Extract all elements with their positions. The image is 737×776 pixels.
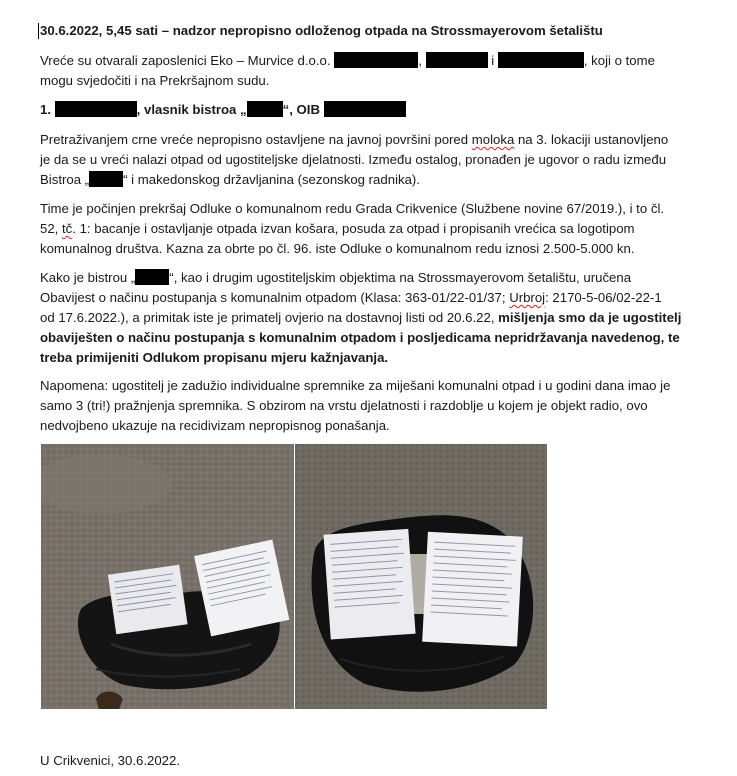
para2-line-2 — [40, 219, 635, 239]
para3-text: Kako je bistrou „ — [40, 270, 136, 285]
spellcheck-word: moloka — [471, 132, 515, 147]
intro-text-end: , koji o tome — [583, 53, 655, 68]
text-cursor — [38, 23, 39, 39]
redacted-name — [55, 101, 137, 117]
para2-line-1: Time je počinjen prekršaj Odluke o komunalnom redu Grada Crikvenice (Službene novine 67/2019.), i to čl. — [40, 201, 665, 216]
para2-text: . 1: bacanje i ostavljanje otpada izvan košara, posuda za otpad i propisanih vrećica sa logotipom — [72, 221, 635, 236]
para1-line-2: je da se u vreći nalazi otpad od ugostiteljske djelatnosti. Između ostalog, pronađen je ugovor o radu između — [40, 152, 667, 167]
item-owner-text: , vlasnik bistroa „ — [136, 102, 247, 117]
redacted-name — [334, 52, 418, 68]
intro-line-1 — [40, 51, 655, 71]
evidence-photo-2 — [295, 444, 547, 709]
redacted-bistro-name — [135, 269, 169, 285]
para1-line-3 — [40, 170, 420, 190]
para3-text: od 17.6.2022.), a primitak iste je primatelj ovjerio na dostavnoj listi od 20.6.22, — [40, 310, 499, 325]
intro-line-2: mogu svjedočiti i na Prekršajnom sudu. — [40, 73, 270, 88]
redacted-bistro-name — [247, 101, 283, 117]
para3-line-4: obaviješten o načinu postupanja s komunalnim otpadom i posljedicama nepridržavanja navedenog, te — [40, 330, 680, 345]
para3-text: : 2170-5-06/02-22-1 — [545, 290, 662, 305]
para3-text: Obavijest o načinu postupanja s komunalnim otpadom (Klasa: 363-01/22-01/37; — [40, 290, 510, 305]
para1-line-1 — [40, 130, 668, 150]
intro-and: i — [491, 53, 495, 68]
note-line-3: nedvojbeno ukazuje na recidivizam nepropisnog ponašanja. — [40, 418, 390, 433]
redacted-oib — [324, 101, 406, 117]
para2-text: 52, — [40, 221, 62, 236]
document-heading: 30.6.2022, 5,45 sati – nadzor nepropisno odloženog otpada na Strossmayerovom šetalištu — [40, 23, 603, 38]
para3-line-3 — [40, 308, 681, 328]
para2-line-3: komunalnog društva. Kazna za obrte po čl. 96. iste Odluke o komunalnom redu iznosi 2.500-5.000 kn. — [40, 241, 635, 256]
para3-bold-text: mišljenja smo da je ugostitelj — [498, 310, 682, 325]
para1-text: na 3. lokaciji ustanovljeno — [514, 132, 669, 147]
item-oib-label: “, OIB — [282, 102, 320, 117]
closing-date: U Crikvenici, 30.6.2022. — [40, 753, 181, 768]
para3-text: “, kao i drugim ugostiteljskim objektima na Strossmayerovom šetalištu, uručena — [169, 270, 632, 285]
item-number: 1. — [40, 102, 51, 117]
para1-text: Pretraživanjem crne vreće nepropisno ostavljene na javnoj površini pored — [40, 132, 472, 147]
evidence-photo-1 — [41, 444, 294, 709]
item-1-header — [40, 100, 406, 120]
note-line-2: samo 3 (tri!) pražnjenja spremnika. S obzirom na vrstu djelatnosti i razdoblje u kojem je objekt radio, ovo — [40, 398, 648, 413]
note-line-1: Napomena: ugostitelj je zadužio individualne spremnike za miješani komunalni otpad i u godini dana imao je — [40, 378, 671, 393]
spellcheck-word: tč — [62, 221, 73, 236]
spellcheck-word: Urbroj — [509, 290, 546, 305]
redacted-name — [426, 52, 488, 68]
para3-line-2 — [40, 288, 662, 308]
para3-line-5: treba primijeniti Odlukom propisanu mjeru kažnjavanja. — [40, 350, 389, 365]
intro-comma: , — [418, 53, 422, 68]
redacted-name — [498, 52, 584, 68]
para1-text: “ i makedonskog državljanina (sezonskog radnika). — [123, 172, 420, 187]
para3-line-1 — [40, 268, 631, 288]
para1-text: Bistroa „ — [40, 172, 90, 187]
redacted-bistro-name — [89, 171, 123, 187]
intro-text: Vreće su otvarali zaposlenici Eko – Murvice d.o.o. — [40, 53, 331, 68]
